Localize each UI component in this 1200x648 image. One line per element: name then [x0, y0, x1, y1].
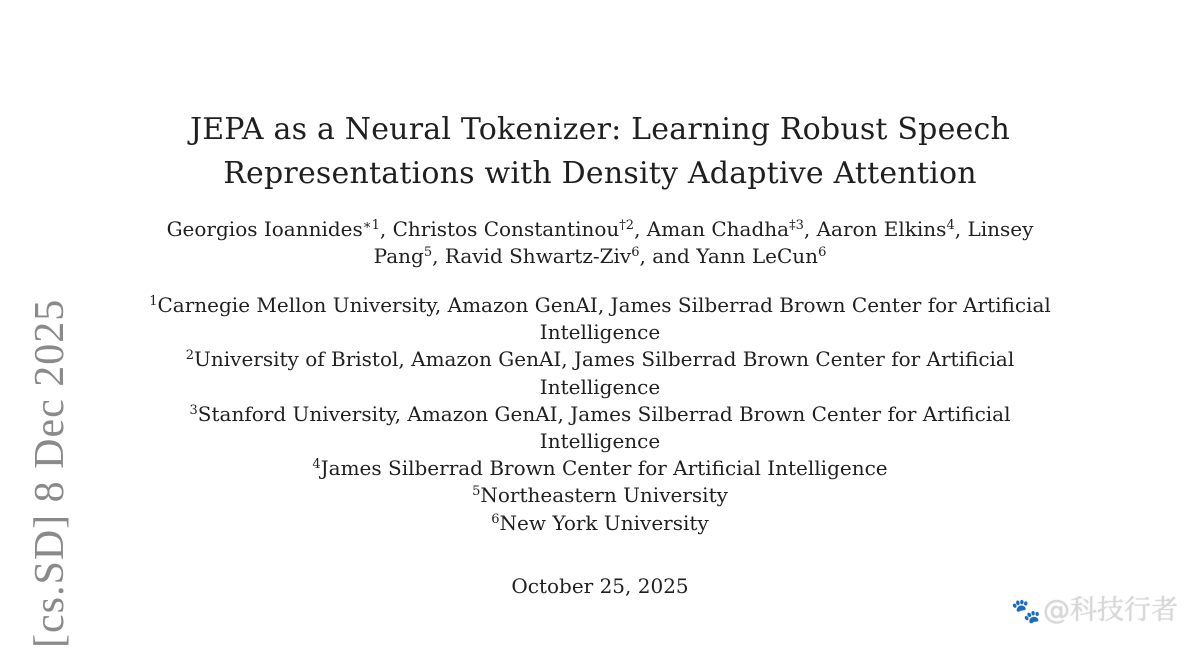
affiliation-text: Northeastern University [480, 483, 728, 508]
author-mark: †2 [619, 218, 635, 233]
author-line-2 [0, 243, 1200, 270]
watermark [1011, 588, 1178, 627]
affiliation-1-cont: Intelligence [539, 320, 661, 345]
paw-icon: 🐾 [1011, 597, 1041, 625]
affiliation-3 [0, 401, 1200, 428]
affiliation-3-cont: Intelligence [539, 429, 661, 454]
author-mark: 4 [946, 218, 955, 233]
author-separator: , and [639, 244, 697, 268]
author-name: Aman Chadha [646, 217, 790, 241]
affiliation-4 [0, 455, 1200, 482]
affiliation-2 [0, 346, 1200, 373]
author-separator: , [803, 217, 817, 241]
author-mark: 6 [818, 245, 827, 260]
affiliation-number: 3 [189, 402, 198, 418]
author-mark: ‡3 [789, 218, 804, 233]
author-separator: , [954, 217, 968, 241]
paper-title [0, 108, 1200, 196]
affiliation-5 [0, 482, 1200, 509]
affiliation-text: Stanford University, Amazon GenAI, James Silberrad Brown Center for Artificial [197, 401, 1011, 426]
author-name-first-part: Linsey [967, 217, 1034, 241]
author-name: Aaron Elkins [816, 217, 947, 241]
affiliation-2-cont: Intelligence [539, 374, 661, 399]
affiliation-1 [0, 292, 1200, 319]
author-mark: 5 [423, 245, 433, 260]
title-line-1: JEPA as a Neural Tokenizer: Learning Robust Speech [189, 112, 1011, 147]
affiliation-list [0, 292, 1200, 537]
title-line-2: Representations with Density Adaptive Attention [223, 156, 977, 191]
author-separator: , [634, 217, 647, 241]
author-name: Ravid Shwartz-Ziv [444, 244, 632, 268]
author-list [0, 216, 1200, 270]
arxiv-side-stamp: [cs.SD] 8 Dec 2025 [27, 298, 73, 648]
author-separator: , [432, 244, 445, 268]
author-mark: 6 [631, 245, 640, 260]
affiliation-text: Carnegie Mellon University, Amazon GenAI, James Silberrad Brown Center for Artificial [157, 293, 1051, 317]
affiliation-text: New York University [499, 510, 709, 535]
paper-date: October 25, 2025 [511, 574, 689, 598]
affiliation-text: James Silberrad Brown Center for Artificial Intelligence [320, 456, 888, 481]
affiliation-6 [0, 510, 1200, 537]
affiliation-number: 1 [149, 294, 158, 309]
author-name-second-part: Pang [373, 244, 424, 268]
author-name: Christos Constantinou [392, 217, 620, 241]
author-line-1 [0, 216, 1200, 243]
author-name: Yann LeCun [696, 244, 819, 268]
affiliation-number: 2 [185, 348, 195, 364]
affiliation-text: University of Bristol, Amazon GenAI, James Silberrad Brown Center for Artificial [194, 347, 1015, 372]
author-separator: , [379, 217, 393, 241]
author-name: Georgios Ioannides [166, 217, 363, 241]
author-mark: ∗1 [362, 218, 380, 233]
watermark-text: @科技行者 [1043, 595, 1178, 626]
affiliation-number: 5 [472, 484, 481, 500]
affiliation-number: 4 [312, 457, 321, 473]
affiliation-number: 6 [491, 511, 500, 527]
